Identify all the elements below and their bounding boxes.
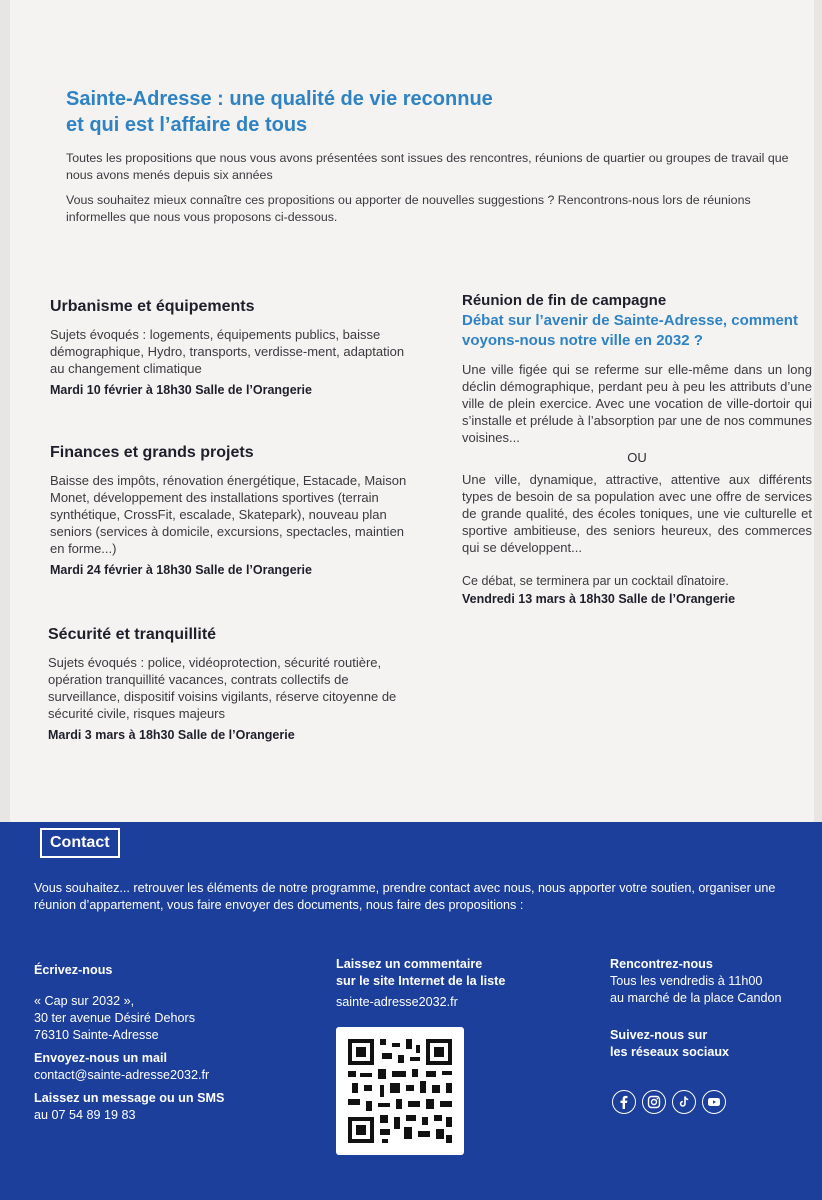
sms-heading: Laissez un message ou un SMS bbox=[34, 1091, 225, 1105]
follow-heading-2: les réseaux sociaux bbox=[610, 1045, 730, 1059]
email-link[interactable]: contact@sainte-adresse2032.fr bbox=[34, 1068, 210, 1082]
debate-title: Débat sur l’avenir de Sainte-Adresse, comment voyons-nous notre ville en 2032 ? bbox=[462, 312, 798, 349]
qr-code-icon bbox=[346, 1037, 454, 1145]
meeting-securite bbox=[48, 626, 408, 742]
debate-paragraph-2: Une ville, dynamique, attractive, attentive aux différents types de besoin de sa population avec une offre de services de grande qualité, des écoles toniques, une vie culturelle et sportive ambitieuse, des seniors heureux, des commerces qui se développent... bbox=[462, 472, 812, 555]
contact-meet-column bbox=[610, 956, 820, 1061]
contact-intro: Vous souhaitez... retrouver les éléments de notre programme, prendre contact avec nous, nous apporter votre soutien, organiser une réunion d’appartement, vous faire envoyer des documents, nous faire des propositions : bbox=[34, 881, 776, 912]
flyer-page bbox=[10, 0, 814, 830]
contact-tab: Contact bbox=[40, 828, 120, 858]
meeting-topics: Sujets évoqués : police, vidéoprotection, sécurité routière, opération tranquillité vacances, contrats collectifs de surveillance, dispositif voisins vigilants, réserve citoyenne de sécurité civile, risques majeurs bbox=[48, 655, 397, 721]
youtube-icon[interactable] bbox=[702, 1090, 726, 1114]
meet-heading: Rencontrez-nous bbox=[610, 957, 713, 971]
title-line-2: et qui est l’affaire de tous bbox=[66, 114, 308, 136]
intro-paragraph-2: Vous souhaitez mieux connaître ces propositions ou apporter de nouvelles suggestions ? Rencontrons-nous lors de réunions informelles que nous vous proposons ci-dessous. bbox=[66, 193, 751, 224]
meeting-urbanisme bbox=[50, 298, 410, 397]
mail-heading: Envoyez-nous un mail bbox=[34, 1051, 167, 1065]
debate-kicker: Réunion de fin de campagne bbox=[462, 292, 667, 309]
meeting-title: Finances et grands projets bbox=[50, 444, 254, 461]
comment-heading-1: Laissez un commentaire bbox=[336, 957, 483, 971]
page-title bbox=[66, 86, 706, 138]
social-links bbox=[612, 1090, 726, 1114]
phone-number[interactable]: au 07 54 89 19 83 bbox=[34, 1108, 136, 1122]
debate-paragraph-1: Une ville figée qui se referme sur elle-même dans un long déclin démographique, perdant peu à peu les attributs d’une ville de plein exercice. Avec une vocation de ville-dortoir qui s’installe et prélude à l’absorption par une de nos communes voisines... bbox=[462, 362, 812, 445]
contact-section bbox=[0, 822, 822, 1200]
address-line-3: 76310 Sainte-Adresse bbox=[34, 1028, 159, 1042]
instagram-icon[interactable] bbox=[642, 1090, 666, 1114]
debate-or: OU bbox=[627, 450, 647, 465]
comment-heading-2: sur le site Internet de la liste bbox=[336, 974, 506, 988]
meeting-finances bbox=[50, 444, 410, 577]
debate-date: Vendredi 13 mars à 18h30 Salle de l’Orangerie bbox=[462, 592, 736, 606]
title-line-1: Sainte-Adresse : une qualité de vie reconnue bbox=[66, 88, 493, 110]
meeting-topics: Baisse des impôts, rénovation énergétique, Estacade, Maison Monet, développement des installations sportives (terrain synthétique, CrossFit, escalade, Skatepark), nouveau plan seniors (services à domicile, excursions, spectacles, maintien en forme...) bbox=[50, 473, 407, 556]
facebook-icon[interactable] bbox=[612, 1090, 636, 1114]
address-line-2: 30 ter avenue Désiré Dehors bbox=[34, 1011, 196, 1025]
intro-text bbox=[66, 150, 806, 234]
meeting-title: Urbanisme et équipements bbox=[50, 298, 255, 315]
qr-code[interactable] bbox=[336, 1027, 464, 1155]
tiktok-icon[interactable] bbox=[672, 1090, 696, 1114]
meet-line-2: au marché de la place Candon bbox=[610, 991, 782, 1005]
debate-closing: Ce débat, se terminera par un cocktail dînatoire. bbox=[462, 574, 729, 588]
meeting-date: Mardi 3 mars à 18h30 Salle de l’Orangerie bbox=[48, 728, 295, 742]
website-link[interactable]: sainte-adresse2032.fr bbox=[336, 995, 458, 1009]
intro-paragraph-1: Toutes les propositions que nous vous avons présentées sont issues des rencontres, réunions de quartier ou groupes de travail que nous avons menés depuis six années bbox=[66, 151, 789, 182]
meet-line-1: Tous les vendredis à 11h00 bbox=[610, 974, 763, 988]
contact-comment-column bbox=[336, 956, 576, 1011]
write-heading: Écrivez-nous bbox=[34, 963, 113, 977]
meeting-topics: Sujets évoqués : logements, équipements publics, baisse démographique, Hydro, transports, verdisse-ment, adaptation au changement climatique bbox=[50, 327, 405, 376]
meeting-title: Sécurité et tranquillité bbox=[48, 626, 217, 643]
address-line-1: « Cap sur 2032 », bbox=[34, 994, 135, 1008]
closing-debate bbox=[462, 292, 812, 606]
follow-heading-1: Suivez-nous sur bbox=[610, 1028, 708, 1042]
contact-write-column bbox=[34, 962, 294, 1124]
meeting-date: Mardi 10 février à 18h30 Salle de l’Orangerie bbox=[50, 383, 312, 397]
meeting-date: Mardi 24 février à 18h30 Salle de l’Orangerie bbox=[50, 563, 312, 577]
